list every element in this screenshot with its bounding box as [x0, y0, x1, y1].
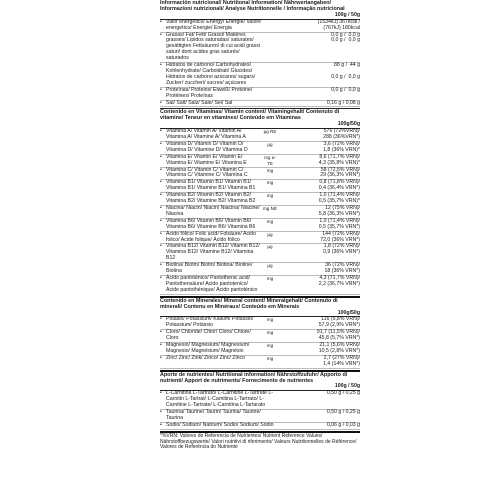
nutrients-row-name: L-Carnitina L-Tartrato/ L-Carnitine L-Tartrate L-Carnitin L-Tartrat/ L-Carnitina L-Tartrato/ L-Carnitine L-Tartrate/ L-Carnitina L-Tartarato: [166, 390, 273, 409]
minerals-row-value: 21,1 (5,6% VRN)/ 10,5 (2,8% VRN*): [318, 342, 360, 354]
nutrition-row: [160, 33, 360, 64]
nutrients-row: [160, 391, 360, 410]
vitamins-row-value: 1,0 (71,4% VRN)/ 0,5 (35,7% VRN)*: [318, 192, 360, 205]
vitamins-header: Contenido en Vitaminas/ Vitamin content/ Vitamingehalt/ Contenuto di vitamine/ Teneur en vitamines/ Conteúdo em Vitaminas: [160, 109, 340, 122]
nutrition-row-name: Grasas/ Fat/ Fett/ Grassi/ Matières grasses/ Lípidos saturadas/ saturates/ gesättigten Fettsäuren/ di cui acidi grassi saturi/ dont acides gras saturés/ saturados: [166, 31, 261, 62]
minerals-column-header: 100g/50g: [160, 311, 360, 318]
nutrition-row-name: Valor energético/ Energy/ Energie/ Valore energetico/ Energie/ Energia: [166, 18, 261, 31]
minerals-header: Contenido en Minerales/ Mineral content/ Mineralgehalt/ Contenuto di minerali/ Contenu en Minéraux/ Conteúdo em Minerais: [160, 297, 338, 310]
minerals-row: [160, 343, 360, 356]
vitamins-row: [160, 206, 360, 219]
vitamins-row-unit: mg: [266, 275, 274, 281]
nutrient-rows: [160, 391, 360, 429]
nutrients-row-name: Taurina/ Taurine/ Taurin/ Taurina/ Taurine/ Taurina: [166, 409, 261, 421]
mineral-rows: [160, 317, 360, 368]
bullet-icon: •: [160, 390, 162, 397]
vitamins-row-unit: mg: [266, 193, 274, 199]
vitamins-row-value: 58 (72,5% VRN)/ 29 (36,3% VRN*): [320, 166, 360, 179]
vitamins-row-unit: µg: [267, 263, 273, 269]
vitamins-row-unit: mg α-TE: [264, 154, 276, 166]
bullet-icon: •: [160, 62, 162, 69]
nutrition-row-name: Sal/ Salt/ Salz/ Sale/ Sel/ Sal: [166, 99, 233, 106]
nutrition-row: [160, 63, 360, 88]
minerals-row-unit: mg: [266, 355, 274, 361]
nutrients-row-value: 0,50 g / 0,25 g: [326, 409, 360, 416]
vitamins-row-value: 36 (72% VRN)/ 18 (36% VRN*): [324, 262, 360, 275]
bullet-icon: •: [160, 316, 162, 323]
nutrition-row-name: Proteínas/ Proteins/ Eiweiß/ Proteine/ Protéines/ Proteínas: [166, 86, 253, 99]
vitamins-row: [160, 219, 360, 232]
bullet-icon: •: [160, 31, 162, 38]
bullet-icon: •: [160, 230, 162, 237]
nutrients-header: Aporte de nutrientes/ Nutritional information/ Nährstoffzufuhr/ Apporto di nutrienti/ Apport de nutriments/ Fornecimento de nutrientes: [160, 371, 348, 384]
minerals-row-name: Magnesio/ Magnesium/ Magnesium/ Magnesio/ Magnésium/ Magnésio: [166, 342, 250, 354]
minerals-row-unit: mg: [266, 343, 274, 349]
minerals-row-value: 91,7 (11,5% VRN)/ 45,8 (5,7% VRN*): [316, 329, 360, 342]
vitamins-row-unit: µg: [267, 231, 273, 237]
vitamins-row-name: Ácido pantoténico/ Pantothenic acid/ Pantothensäure/ Acido pantotenico/ Acide pantothénique/ Ácido pantoténico: [166, 274, 258, 293]
nutrition-row-value: (1534kJ) 367kcal / (767kJ) 180kcal: [317, 18, 360, 31]
nutrition-header: Información nutricional/ Nutritional Information/ Nährwertangaben/ Informazioni nutrizionali/ Analyse Nutritionnelle / Informação nutricional: [160, 0, 345, 12]
minerals-row-name: Zinc/ Zinc/ Zink/ Zinco/ Zinc/ Zinco: [166, 354, 245, 361]
vitamins-section: [160, 109, 360, 297]
vitamins-row-name: Vitamina D/ Vitamin D/ Vitamin D/ Vitamina D/ Vitamine D/ Vitamina D: [166, 140, 248, 153]
nutrition-row-value: 0,16 g / 0,08 g: [326, 99, 360, 106]
bullet-icon: •: [160, 342, 162, 349]
bullet-icon: •: [160, 274, 162, 281]
bullet-icon: •: [160, 205, 162, 211]
nutrition-row: [160, 20, 360, 33]
vitamins-row-unit: mg: [266, 167, 274, 173]
vitamins-row-value: 1,8 (72% VRN)/ 0,9 (36% VRN*): [323, 243, 360, 256]
bullet-icon: •: [160, 179, 162, 186]
bullet-icon: •: [160, 409, 162, 416]
vitamins-row-name: Ácido fólico/ Folic acid/ Folsäure/ Acido folico/ Acide folique/ Ácido fólico: [166, 230, 256, 243]
minerals-row-unit: mg: [266, 317, 274, 323]
nutrition-label: [160, 0, 360, 500]
nutrition-rows: [160, 20, 360, 108]
vitamins-row-unit: mg: [266, 180, 274, 186]
vitamins-row-value: 576 (72%VRN)/ 288 (36%VRN*): [323, 128, 360, 141]
minerals-row-value: 116 (5,8% VRN)/ 57,9 (2,9% VRN*): [318, 316, 360, 329]
vitamins-row-unit: mg NE: [262, 206, 278, 211]
minerals-row-name: Potasio/ Potassium/ Kalium/ Potassio/ Potassium/ Potássio: [166, 316, 254, 329]
vitamins-row-value: 3,6 (72% VRN)/ 1,8 (36% VRN)*: [323, 140, 360, 153]
bullet-icon: •: [160, 140, 162, 147]
vitamins-row-value: 12 (75% VRN)/ 5,8 (36,3% VRN*): [318, 205, 360, 217]
vitamins-row-name: Vitamina A/ Vitamin A/ Vitamin A/ Vitamina A/ Vitamine A/ Vitamina A: [166, 128, 246, 141]
vitamins-row: [160, 276, 360, 295]
nutrition-row: [160, 88, 360, 101]
nutrients-column-header: 100g / 50g: [160, 384, 360, 391]
vitamins-row-unit: µg: [267, 141, 273, 147]
bullet-icon: •: [160, 354, 162, 361]
bullet-icon: •: [160, 18, 162, 25]
vitamin-rows: [160, 129, 360, 295]
nutrition-row-value: 0,0 g / 0,0 g: [331, 86, 360, 93]
vitamins-row: [160, 244, 360, 263]
vitamins-column-header: 100g/50g: [160, 122, 360, 129]
nutrition-row-name: Hidratos de carbono/ Carbohydrates/ Kohlenhydrate/ Carboidrati/ Glucides/ Hidratos de carbono azúcares/ sugars/ Zucker/ zuccheri/ sucres/ açúcares: [166, 62, 256, 86]
vitamins-row-name: Niacina/ Niacin/ Niacin/ Niacina/ Niacine/ Niacina: [166, 205, 260, 217]
vitamins-row-unit: mg: [266, 218, 274, 224]
bullet-icon: •: [160, 99, 162, 106]
vitamins-row-name: Biotina/ Biotin/ Biotin/ Biotina/ Biotine/ Biotina: [166, 262, 253, 275]
vitamins-row-value: 1,0 (71,4% VRN)/ 0,5 (35,7% VRN*): [318, 217, 360, 230]
footnote: *%VRN: Valores de Referencia de Nutrientes/ Nutrient Reference Values/ Nährstoffbezugswerte/ Valori nutritivi di riferimento/ Valeurs Nutritionnelles de Référence/ Valores de Referência do Nutriente: [160, 432, 357, 451]
vitamins-row-name: Vitamina E/ Vitamin E/ Vitamin E/ Vitamina E/ Vitamine E/ Vitamina E: [166, 153, 247, 166]
nutrition-row: [160, 101, 360, 108]
vitamins-row-name: Vitamina B6/ Vitamin B6/ Vitamin B6/ Vitamina B6/ Vitamine B6/ Vitamina B6: [166, 217, 256, 230]
vitamins-row: [160, 155, 360, 168]
vitamins-row-name: Vitamina B12/ Vitamin B12/ Vitamin B12/ Vitamina B12/ Vitamine B12/ Vitamina B12: [166, 243, 260, 262]
bullet-icon: •: [160, 262, 162, 269]
nutrients-row-value: 0,06 g / 0,03 g: [326, 421, 360, 428]
nutrition-column-header: 100g / 50g: [160, 13, 360, 20]
bullet-icon: •: [160, 217, 162, 224]
vitamins-row-name: Vitamina B2/ Vitamin B2/ Vitamin B2/ Vitamina B2/ Vitamine B2/ Vitamina B2: [166, 192, 256, 205]
bullet-icon: •: [160, 421, 162, 428]
vitamins-row-value: 144 (72% VRN)/ 72,0 (36% VRN*): [320, 230, 360, 243]
minerals-section: [160, 298, 360, 372]
vitamins-row-value: 4,3 (71,7% VRN)/ 2,2 (36,7% VRN*): [318, 274, 360, 287]
nutrients-section: [160, 372, 360, 433]
bullet-icon: •: [160, 243, 162, 250]
bullet-icon: •: [160, 192, 162, 199]
nutrition-row-value: 0,0 g / 0,0 g 0,0 g / 0,0 g: [331, 31, 360, 44]
bullet-icon: •: [160, 128, 162, 135]
nutrients-row: [160, 410, 360, 423]
nutrients-row-value: 0,50 g / 0,25 g: [326, 390, 360, 397]
bullet-icon: •: [160, 166, 162, 173]
vitamins-row-unit: µg RE: [263, 129, 277, 135]
bullet-icon: •: [160, 153, 162, 160]
vitamins-row: [160, 142, 360, 155]
vitamins-row-value: 8,6 (71,7% VRN)/ 4,3 (35,8% VRN)*: [318, 153, 360, 166]
vitamins-row-name: Vitamina B1/ Vitamin B1/ Vitamin B1/ Vitamina B1/ Vitamine B1/ Vitamina B1: [166, 179, 256, 192]
nutrients-row-name: Sodio/ Sodium/ Natrium/ Sodio/ Sodium/ Sódio: [166, 421, 274, 428]
minerals-row: [160, 356, 360, 369]
bullet-icon: •: [160, 329, 162, 336]
nutrition-row-value: 88 g / 44 g 0,0 g / 0,0 g: [331, 62, 360, 80]
bullet-icon: •: [160, 86, 162, 93]
nutrients-row: [160, 423, 360, 430]
minerals-row-value: 2,7 (27% VRN)/ 1,4 (14% VRN*): [323, 354, 360, 367]
minerals-row-unit: mg: [266, 330, 274, 336]
minerals-row-name: Cloro/ Chloride/ Chlor/ Cloro/ Chlore/ Cloro: [166, 329, 251, 342]
vitamins-row-unit: µg: [267, 244, 273, 250]
nutrition-section: [160, 0, 360, 109]
vitamins-row-name: Vitamina C/ Vitamin C/ Vitamin C/ Vitamina C/ Vitamine C/ Vitamina C: [166, 166, 248, 179]
vitamins-row-value: 0,8 (71,8% VRN)/ 0,4 (36,4% VRN*): [318, 179, 360, 192]
